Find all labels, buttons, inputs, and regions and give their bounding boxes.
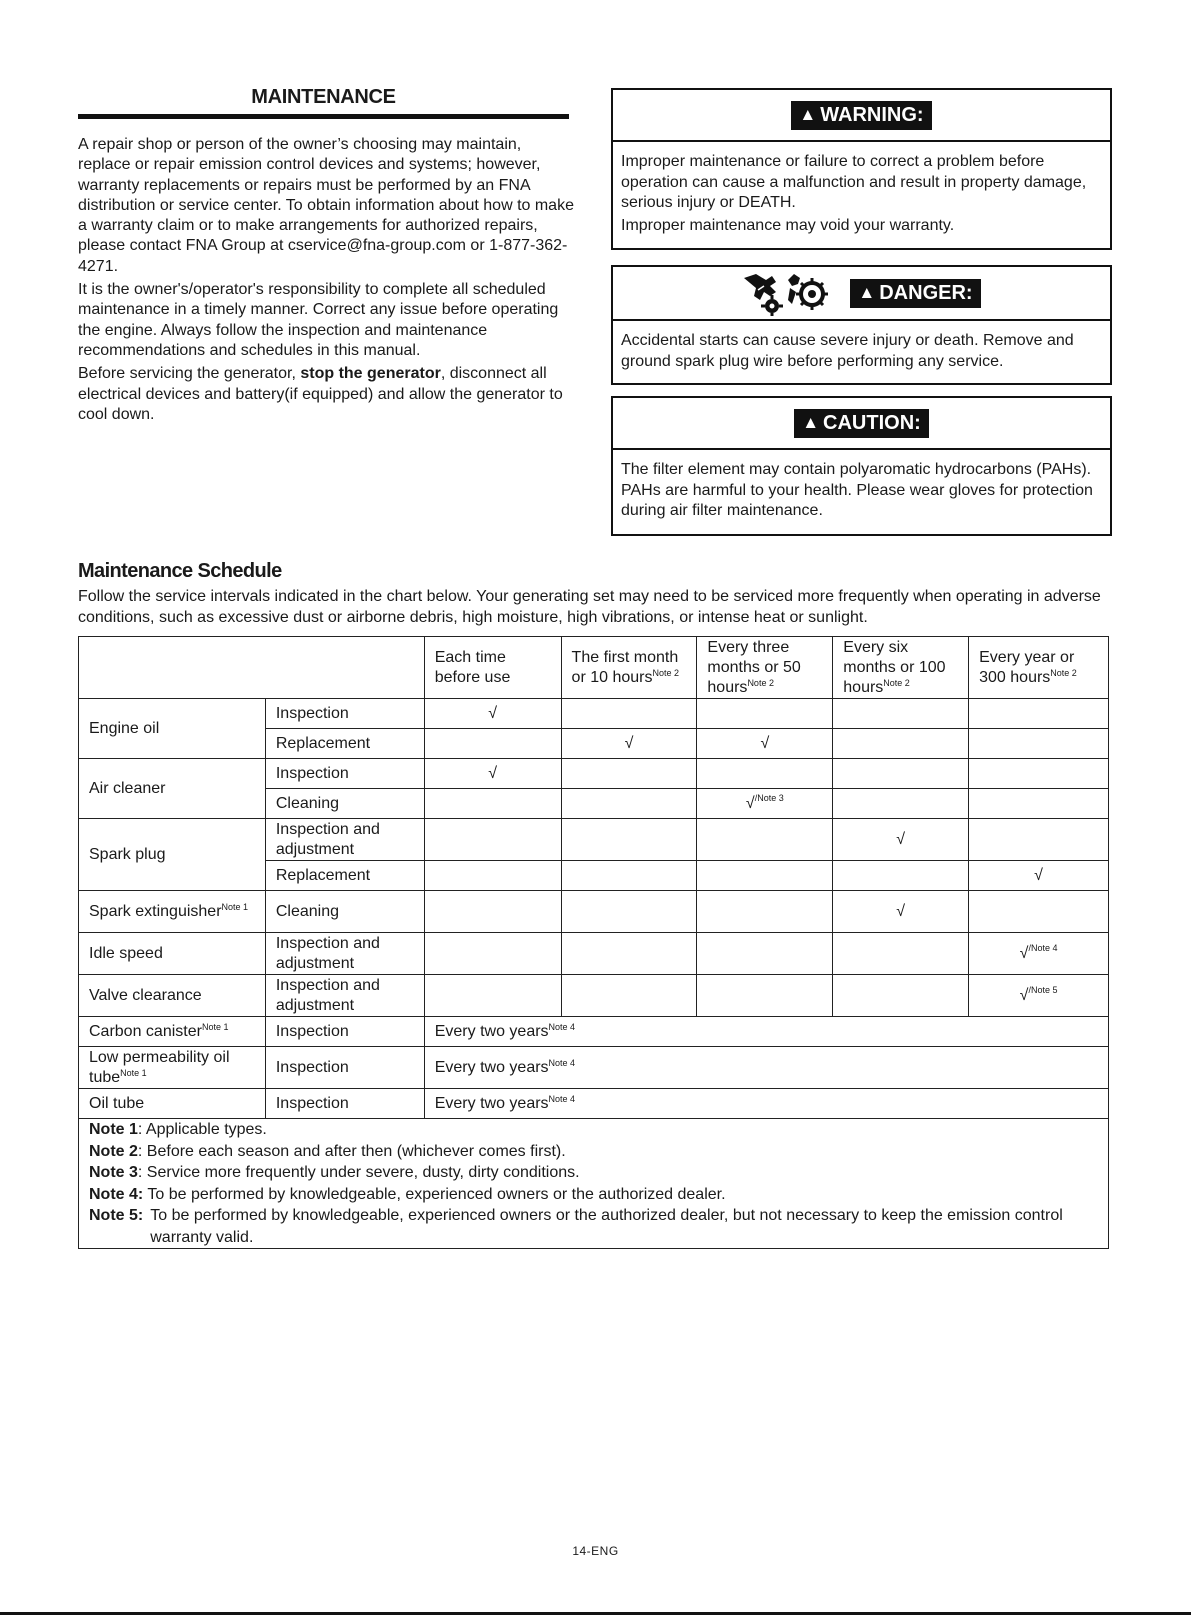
warning-badge	[791, 101, 931, 130]
table-header-row	[79, 637, 1109, 699]
task-cell: Replacement	[265, 861, 424, 891]
note-ref: /Note 4	[1028, 942, 1058, 953]
item-text: Carbon canister	[89, 1022, 202, 1040]
empty-cell	[561, 891, 697, 933]
item-cell: Oil tube	[79, 1089, 266, 1119]
caution-label: CAUTION:	[823, 411, 921, 434]
note-ref: Note 1	[120, 1067, 147, 1078]
task-cell: Inspection	[265, 759, 424, 789]
interval-cell	[424, 1017, 1108, 1047]
empty-cell	[833, 861, 969, 891]
task-cell: Cleaning	[265, 789, 424, 819]
item-cell: Valve clearance	[79, 975, 266, 1017]
maintenance-text	[78, 135, 578, 428]
note-text: To be performed by knowledgeable, experienced owners or the authorized dealer.	[143, 1185, 726, 1203]
note-line	[89, 1205, 1098, 1248]
check-cell: √	[424, 759, 561, 789]
header-text: Every year or 300 hours	[979, 648, 1075, 686]
note-ref: Note 1	[201, 1021, 229, 1032]
empty-cell	[833, 975, 969, 1017]
column-header	[833, 637, 969, 699]
empty-cell	[561, 861, 697, 891]
empty-cell	[697, 975, 833, 1017]
check-cell: √	[833, 891, 969, 933]
empty-cell	[561, 699, 697, 729]
caution-badge	[794, 409, 929, 438]
note-line	[89, 1162, 1098, 1184]
danger-label: DANGER:	[879, 281, 973, 304]
header-text: Each time before use	[434, 648, 511, 686]
check-mark: √	[745, 794, 755, 812]
danger-box	[611, 265, 1112, 385]
empty-cell	[424, 819, 561, 861]
task-cell: Inspection	[265, 1047, 424, 1089]
empty-cell	[561, 789, 697, 819]
empty-cell	[424, 933, 561, 975]
text-span: , disconnect all electrical devices and battery(if equipped) and allow the generator to cool down.	[78, 365, 563, 423]
page-number: 14-ENG	[572, 1544, 619, 1558]
empty-cell	[969, 699, 1109, 729]
empty-cell	[697, 891, 833, 933]
caution-text: The filter element may contain polyaromatic hydrocarbons (PAHs). PAHs are harmful to your health. Please wear gloves for protection during air filter maintenance.	[621, 461, 1093, 519]
check-cell: √	[424, 699, 561, 729]
note-ref: Note 2	[747, 677, 774, 688]
schedule-intro: Follow the service intervals indicated in the chart below. Your generating set may need to be serviced more frequently when operating in adverse conditions, such as excessive dust or airborne debris, high moisture, high vibrations, or intense heat or sunlight.	[78, 588, 1101, 626]
header-text: Every six months or 100 hours	[843, 638, 946, 696]
maintenance-paragraph: It is the owner's/operator's responsibility to complete all scheduled maintenance in a timely manner. Correct any issue before operating the engine. Always follow the inspection and maintenance recommendations and schedules in this manual.	[78, 281, 559, 359]
table-row	[79, 975, 1109, 1017]
item-cell: Spark plug	[79, 819, 266, 891]
empty-cell	[424, 975, 561, 1017]
item-text: Low permeability oil tube	[89, 1048, 230, 1086]
empty-cell	[969, 789, 1109, 819]
task-cell: Inspection	[265, 1089, 424, 1119]
task-cell: Inspection and adjustment	[265, 819, 424, 861]
note-label: Note 3	[89, 1164, 138, 1181]
note-text: : Applicable types.	[137, 1121, 267, 1138]
notes-row	[79, 1119, 1109, 1249]
note-label: Note 4:	[89, 1185, 144, 1203]
maintenance-paragraph	[78, 364, 578, 425]
note-ref: Note 2	[652, 667, 680, 678]
empty-cell	[969, 891, 1109, 933]
empty-cell	[561, 759, 697, 789]
note-label: Note 1	[89, 1121, 138, 1138]
text-span: Before servicing the generator,	[78, 365, 301, 383]
empty-cell	[561, 975, 697, 1017]
page-title: MAINTENANCE	[251, 86, 396, 108]
check-cell: √	[969, 861, 1109, 891]
empty-cell	[833, 789, 969, 819]
warning-header	[613, 90, 1110, 142]
interval-cell	[424, 1089, 1108, 1119]
empty-cell	[697, 933, 833, 975]
schedule-title: Maintenance Schedule	[78, 560, 282, 582]
empty-header-cell	[79, 637, 425, 699]
warning-label: WARNING:	[820, 103, 924, 126]
empty-cell	[833, 699, 969, 729]
check-cell: √	[561, 729, 697, 759]
note-text: To be performed by knowledgeable, experienced owners or the authorized dealer, but not necessary to keep the emission control warranty valid.	[150, 1207, 1063, 1246]
note-ref: Note 2	[883, 677, 910, 688]
empty-cell	[561, 933, 697, 975]
hand-gear-hazard-icon	[742, 270, 828, 316]
note-ref: Note 1	[221, 901, 249, 912]
maintenance-schedule-table	[78, 636, 1109, 1249]
item-cell	[79, 1017, 266, 1047]
warning-body	[613, 142, 1110, 236]
check-cell: √	[697, 729, 833, 759]
note-line	[89, 1141, 1098, 1163]
item-cell: Engine oil	[79, 699, 266, 759]
task-cell: Inspection and adjustment	[265, 975, 424, 1017]
interval-text: Every two years	[434, 1094, 549, 1112]
table-row	[79, 891, 1109, 933]
alert-triangle-icon: ▲	[802, 413, 820, 432]
note-ref: /Note 3	[754, 792, 784, 803]
task-cell: Inspection	[265, 1017, 424, 1047]
note-text: : Before each season and after then (whichever comes first).	[137, 1142, 566, 1160]
item-text: Spark extinguisher	[89, 902, 222, 920]
header-text: Every three months or 50 hours	[707, 638, 801, 696]
note-label: Note 2	[89, 1142, 138, 1160]
empty-cell	[697, 861, 833, 891]
danger-badge	[850, 279, 980, 308]
bold-text: stop the generator	[300, 365, 441, 383]
empty-cell	[969, 729, 1109, 759]
check-cell	[969, 933, 1109, 975]
check-cell	[697, 789, 833, 819]
item-cell	[79, 891, 266, 933]
caution-header	[613, 398, 1110, 450]
title-rule	[78, 114, 569, 119]
notes-cell	[79, 1119, 1109, 1249]
check-mark: √	[1019, 986, 1029, 1004]
danger-header	[613, 267, 1110, 321]
alert-triangle-icon: ▲	[799, 105, 817, 124]
note-ref: Note 4	[548, 1057, 576, 1068]
note-ref: Note 4	[548, 1021, 576, 1032]
note-line	[89, 1119, 1098, 1141]
note-ref: /Note 5	[1028, 984, 1058, 995]
warning-box	[611, 88, 1112, 250]
interval-text: Every two years	[434, 1022, 549, 1040]
table-row	[79, 1017, 1109, 1047]
header-text: The first month or 10 hours	[571, 648, 679, 686]
empty-cell	[697, 759, 833, 789]
warning-text: Improper maintenance may void your warranty.	[621, 216, 955, 234]
note-line	[89, 1184, 1098, 1206]
item-cell: Idle speed	[79, 933, 266, 975]
task-cell: Inspection and adjustment	[265, 933, 424, 975]
column-header	[561, 637, 697, 699]
table-row	[79, 759, 1109, 789]
maintenance-paragraph: A repair shop or person of the owner’s choosing may maintain, replace or repair emission control devices and systems; however, warranty replacements or repairs must be performed by an FNA distribution or service center. To obtain information about how to make a warranty claim or to make arrangements for authorized repairs, please contact FNA Group at cservice@fna-group.com or 1-877-362-4271.	[78, 136, 574, 275]
empty-cell	[833, 759, 969, 789]
column-header	[969, 637, 1109, 699]
table-row	[79, 1047, 1109, 1089]
table-row	[79, 819, 1109, 861]
item-cell: Air cleaner	[79, 759, 266, 819]
table-row	[79, 933, 1109, 975]
note-ref: Note 2	[1050, 667, 1077, 678]
empty-cell	[697, 819, 833, 861]
danger-text: Accidental starts can cause severe injury or death. Remove and ground spark plug wire before performing any service.	[621, 332, 1074, 370]
interval-cell	[424, 1047, 1108, 1089]
note-label: Note 5:	[89, 1207, 144, 1224]
check-mark: √	[1019, 944, 1029, 962]
empty-cell	[969, 819, 1109, 861]
warning-text: Improper maintenance or failure to correct a problem before operation can cause a malfunction and result in property damage, serious injury or DEATH.	[621, 153, 1087, 211]
table-row	[79, 699, 1109, 729]
column-header	[697, 637, 833, 699]
check-cell	[969, 975, 1109, 1017]
item-cell	[79, 1047, 266, 1089]
empty-cell	[561, 819, 697, 861]
empty-cell	[833, 729, 969, 759]
caution-body	[613, 450, 1110, 522]
empty-cell	[424, 891, 561, 933]
check-cell: √	[833, 819, 969, 861]
empty-cell	[833, 933, 969, 975]
interval-text: Every two years	[434, 1058, 549, 1076]
danger-body	[613, 321, 1110, 372]
task-cell: Replacement	[265, 729, 424, 759]
empty-cell	[424, 789, 561, 819]
task-cell: Cleaning	[265, 891, 424, 933]
empty-cell	[424, 729, 561, 759]
note-ref: Note 4	[548, 1093, 576, 1104]
table-row	[79, 1089, 1109, 1119]
empty-cell	[969, 759, 1109, 789]
caution-box	[611, 396, 1112, 536]
empty-cell	[424, 861, 561, 891]
task-cell: Inspection	[265, 699, 424, 729]
alert-triangle-icon: ▲	[858, 283, 876, 302]
column-header	[424, 637, 561, 699]
empty-cell	[697, 699, 833, 729]
note-text: : Service more frequently under severe, dusty, dirty conditions.	[137, 1164, 580, 1181]
